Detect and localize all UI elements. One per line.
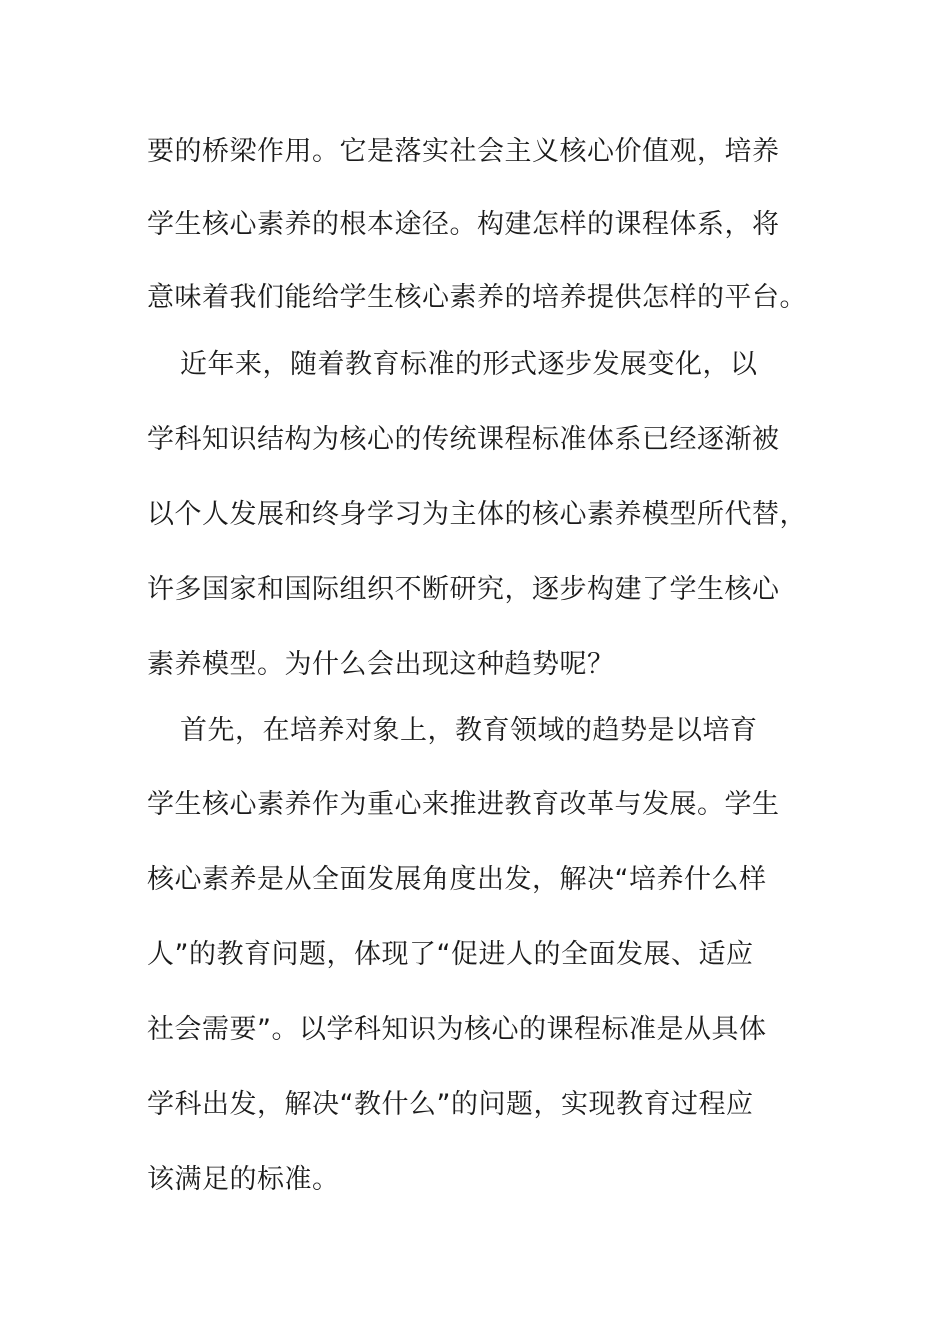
paragraph-start-line: 近年来，随着教育标准的形式逐步发展变化，以 [180,349,758,380]
text-line: 许多国家和国际组织不断研究，逐步构建了学生核心 [147,574,780,605]
text-line: 要的桥梁作用。它是落实社会主义核心价值观，培养 [147,136,780,167]
text-line: 学生核心素养的根本途径。构建怎样的课程体系，将 [147,209,780,240]
text-line: 意味着我们能给学生核心素养的培养提供怎样的平台。 [147,282,807,313]
text-line: 素养模型。为什么会出现这种趋势呢？ [147,649,615,680]
text-line: 人”的教育问题，体现了“促进人的全面发展、适应 [147,939,754,970]
text-line: 该满足的标准。 [147,1164,340,1195]
text-line: 核心素养是从全面发展角度出发，解决“培养什么样 [147,864,767,895]
paragraph-start-line: 首先，在培养对象上，教育领域的趋势是以培育 [180,715,758,746]
text-line: 学科知识结构为核心的传统课程标准体系已经逐渐被 [147,424,780,455]
text-line: 以个人发展和终身学习为主体的核心素养模型所代替， [147,499,807,530]
text-line: 学生核心素养作为重心来推进教育改革与发展。学生 [147,789,780,820]
text-line: 学科出发，解决“教什么”的问题，实现教育过程应 [147,1089,754,1120]
text-line: 社会需要”。以学科知识为核心的课程标准是从具体 [147,1014,767,1045]
